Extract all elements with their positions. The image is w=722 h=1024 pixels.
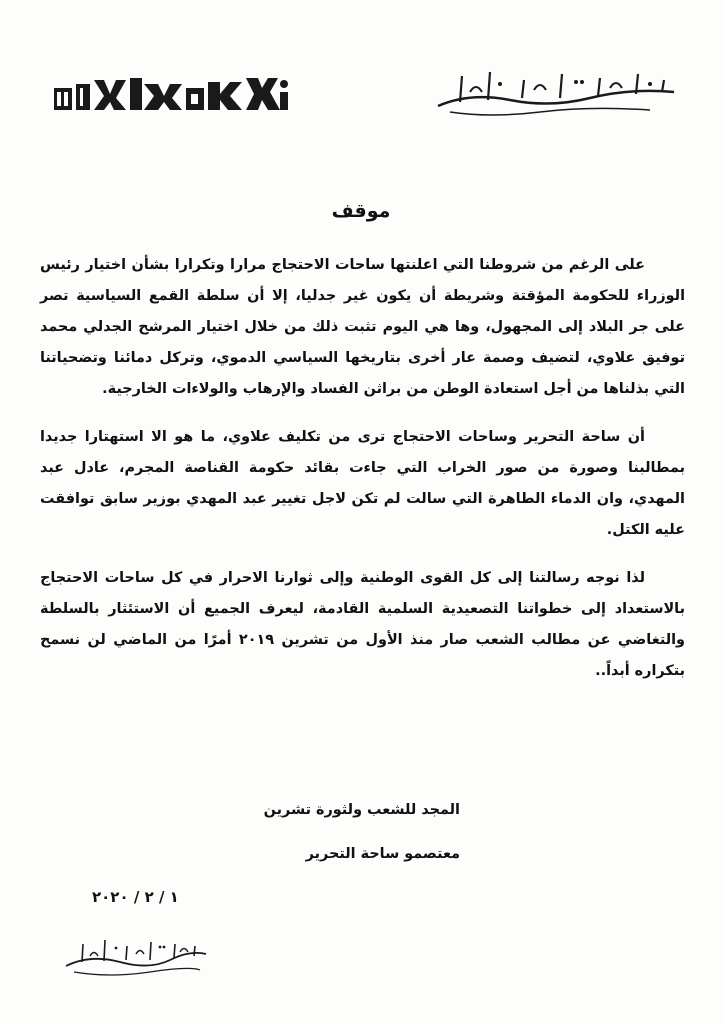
statement-body [40,250,685,704]
closing-slogan: المجد للشعب ولثورة تشرين [263,802,460,818]
calligraphy-signature [60,930,210,980]
calligraphy-logo [430,62,680,122]
paragraph: على الرغم من شروطنا التي اعلنتها ساحات الاحتجاج مرارا وتكرارا بشأن اختيار رئيس الوزراء للحكومة المؤقتة وشريطة أن يكون غير جدليا، إلا أن سلطة القمع السياسية تصر على جر البلاد إلى المجهول، وها هي اليوم تثبت ذلك من خلال اختيار المرشح الجدلي محمد توفيق علاوي، لتضيف وصمة عار أخرى بتاريخها السياسي الدموي، وتركل دمائنا وتضحياتنا التي بذلناها من أجل استعادة الوطن من براثن الفساد والإرهاب والولاءات الخارجية. [40,257,685,397]
closing-block [264,788,460,876]
document-title: موقف [331,200,391,222]
closing-signatory: معتصمو ساحة التحرير [305,846,460,862]
paragraph: لذا نوجه رسالتنا إلى كل القوى الوطنية وإلى ثوارنا الاحرار في كل ساحات الاحتجاج بالاستعداد إلى خطواتنا التصعيدية السلمية القادمة، ليعرف الجميع أن الاستئثار بالسلطة والتغاضي عن مطالب الشعب صار منذ الأول من تشرين ٢٠١٩ أمرًا من الماضي لن نسمح بتكراره أبداً.. [40,570,685,679]
letterhead [40,60,680,130]
document-date: ١ / ٢ / ٢٠٢٠ [92,888,179,906]
paragraph: أن ساحة التحرير وساحات الاحتجاج ترى من تكليف علاوي، ما هو الا استهتارا جديدا بمطالبنا وصورة من صور الخراب التي جاءت بقائد حكومة القناصة المجرم، عادل عبد المهدي، وان الدماء الطاهرة التي سالت لم تكن لاجل تغيير عبد المهدي بوزير سابق توافقت عليه الكتل. [40,429,685,538]
graffiti-logo [54,74,290,114]
